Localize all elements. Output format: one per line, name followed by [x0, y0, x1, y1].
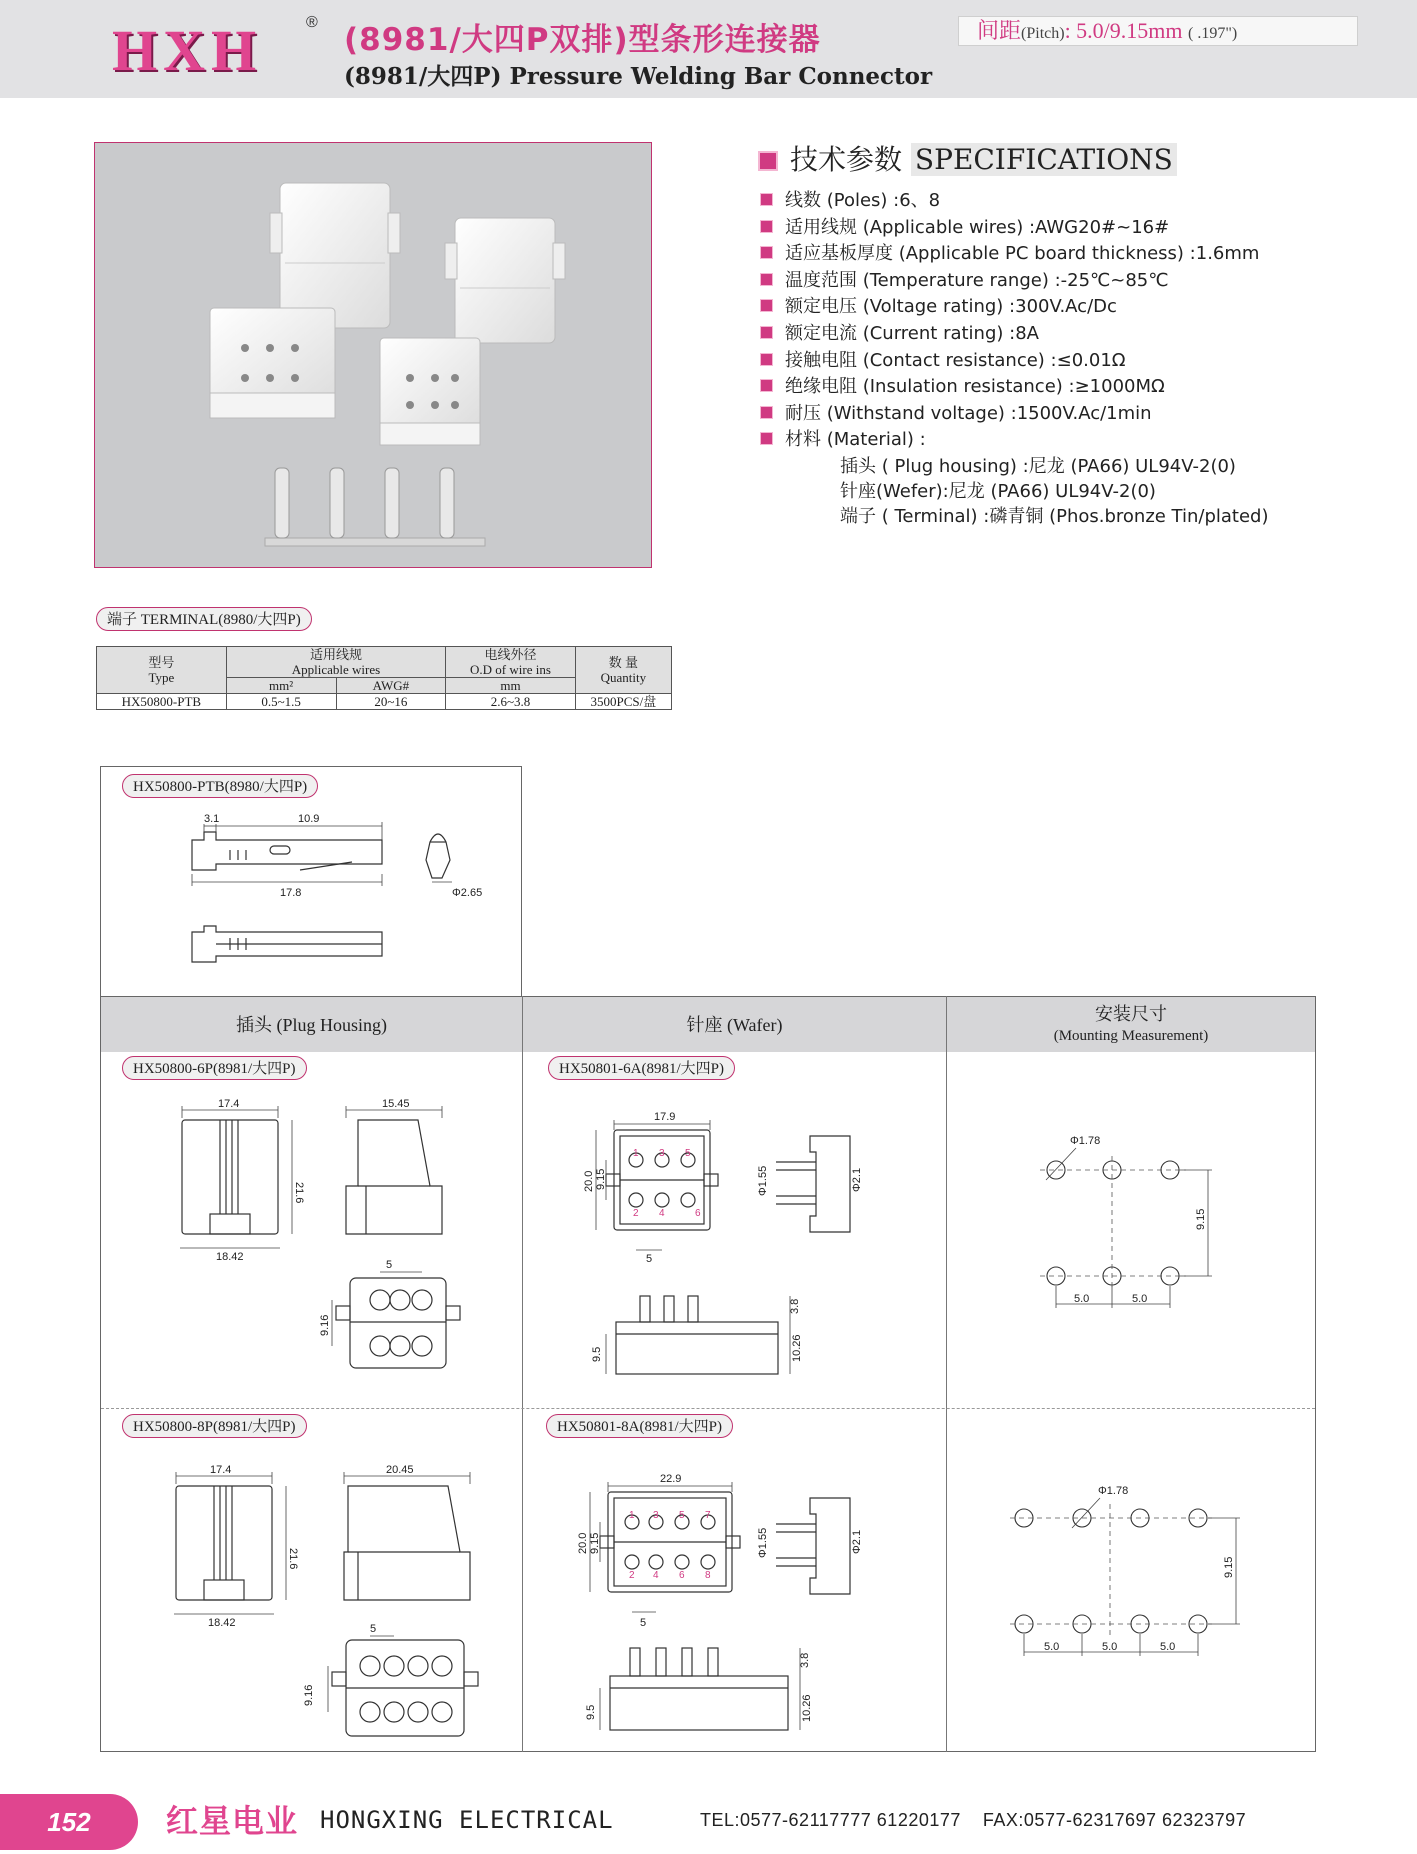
housing-photo-left	[270, 183, 400, 328]
dim-text: 5	[640, 1617, 647, 1629]
square-bullet-icon	[760, 220, 773, 233]
tag-8p: HX50800-8P(8981/大四P)	[122, 1414, 307, 1438]
pin-number: 5	[685, 1148, 691, 1159]
spec-item: 适应基板厚度 (Applicable PC board thickness) :1.6mm	[760, 239, 1259, 265]
material-item: 插头 ( Plug housing) :尼龙 (PA66) UL94V-2(0)	[840, 456, 1236, 477]
pin-number: 7	[705, 1510, 711, 1521]
footer-fax: FAX:0577-62317697 62323797	[982, 1810, 1247, 1830]
dim-text: 5	[646, 1253, 653, 1265]
pitch-label-en: (Pitch)	[1021, 25, 1065, 42]
th-qty: 数 量 Quantity	[575, 647, 671, 694]
square-bullet-icon	[760, 246, 773, 259]
spec-item: 耐压 (Withstand voltage) :1500V.Ac/1min	[760, 399, 1152, 425]
mounting-8-drawing	[1000, 1478, 1280, 1678]
spec-item: 接触电阻 (Contact resistance) :≤0.01Ω	[760, 346, 1126, 372]
dim-text: 17.4	[210, 1464, 232, 1476]
dim-text: 3.8	[789, 1298, 801, 1314]
row-divider	[101, 1408, 1315, 1409]
spec-heading	[758, 138, 1177, 178]
dim-text: 22.9	[660, 1473, 682, 1485]
dim-text: 5.0	[1102, 1641, 1118, 1653]
footer-brand-cn: 红星电业	[166, 1802, 299, 1840]
dim-text: 17.9	[654, 1111, 676, 1123]
pitch-value: : 5.0/9.15mm	[1064, 18, 1183, 43]
dim-text: 3.1	[204, 813, 220, 825]
dim-text: 3.8	[799, 1652, 811, 1668]
square-bullet-icon	[760, 379, 773, 392]
pin-number: 6	[679, 1570, 685, 1581]
terminals-photo	[265, 468, 485, 546]
page-title-en: (8981/大四P) Pressure Welding Bar Connector	[344, 63, 933, 90]
terminal-drawing	[180, 812, 520, 992]
footer-tel: TEL:0577-62117777 61220177	[700, 1810, 961, 1830]
material-item: 针座(Wefer):尼龙 (PA66) UL94V-2(0)	[840, 481, 1156, 502]
pin-number: 3	[659, 1148, 665, 1159]
grid-divider	[522, 996, 523, 1752]
spec-item: 绝缘电阻 (Insulation resistance) :≥1000MΩ	[760, 372, 1165, 398]
spec-item: 线数 (Poles) :6、8	[760, 186, 940, 212]
dim-text: 10.26	[801, 1694, 813, 1722]
tag-6p: HX50800-6P(8981/大四P)	[122, 1056, 307, 1080]
brand-logo: HXH	[112, 18, 263, 83]
spec-item: 材料 (Material) :	[760, 425, 926, 451]
pitch-box	[958, 16, 1358, 46]
dim-text: 17.4	[218, 1098, 240, 1110]
dim-text: Φ2.65	[452, 887, 483, 899]
spec-item: 适用线规 (Applicable wires) :AWG20#~16#	[760, 213, 1169, 239]
dim-text: Φ1.55	[757, 1527, 769, 1558]
footer-contact	[700, 1810, 1246, 1831]
th-mm2: mm²	[226, 678, 336, 694]
dim-text: Φ2.1	[851, 1529, 863, 1554]
dim-text: 18.42	[216, 1251, 244, 1263]
square-bullet-icon	[760, 432, 773, 445]
pin-number: 8	[705, 1570, 711, 1581]
dim-text: 5	[386, 1259, 393, 1271]
square-bullet-icon	[760, 193, 773, 206]
col-header-plug: 插头 (Plug Housing)	[235, 1015, 387, 1035]
th-od-mm: mm	[446, 678, 575, 694]
dim-text: 5.0	[1044, 1641, 1060, 1653]
dim-text: 20.0	[577, 1532, 589, 1554]
pin-number: 6	[695, 1208, 701, 1219]
square-bullet-icon	[760, 353, 773, 366]
dim-text: 21.6	[287, 1548, 299, 1570]
th-type: 型号 Type	[97, 647, 227, 694]
dim-text: Φ1.78	[1098, 1485, 1129, 1497]
dim-text: 17.8	[280, 887, 302, 899]
pin-number: 1	[629, 1510, 635, 1521]
page-title-cn: (8981/大四P双排)型条形连接器	[344, 22, 821, 58]
pin-number: 5	[679, 1510, 685, 1521]
terminal-tag: 端子 TERMINAL(8980/大四P)	[96, 607, 312, 631]
material-item: 端子 ( Terminal) :磷青铜 (Phos.bronze Tin/plated)	[840, 506, 1269, 527]
pin-number: 4	[659, 1208, 665, 1219]
spec-item: 温度范围 (Temperature range) :-25℃~85℃	[760, 266, 1168, 292]
page-number: 152	[0, 1794, 138, 1850]
spec-heading-en: SPECIFICATIONS	[911, 143, 1177, 176]
dim-text: 9.16	[303, 1684, 315, 1706]
product-photo	[94, 142, 652, 568]
housing-photo-right	[445, 218, 565, 343]
dim-text: 9.15	[595, 1168, 607, 1190]
tag-8a: HX50801-8A(8981/大四P)	[546, 1414, 733, 1438]
square-bullet-icon	[758, 151, 778, 171]
grid-divider	[946, 996, 947, 1752]
dim-text: 21.6	[293, 1182, 305, 1204]
registered-mark: ®	[306, 14, 318, 31]
dim-text: 9.5	[585, 1704, 597, 1720]
dim-text: 5.0	[1074, 1293, 1090, 1305]
square-bullet-icon	[760, 326, 773, 339]
plug-8p-drawing	[148, 1462, 508, 1748]
col-header-mount: 安装尺寸 (Mounting Measurement)	[1053, 1004, 1209, 1044]
tag-6a: HX50801-6A(8981/大四P)	[548, 1056, 735, 1080]
square-bullet-icon	[760, 406, 773, 419]
wafer-6a-drawing	[560, 1100, 940, 1400]
pin-number: 3	[653, 1510, 659, 1521]
wafer-photo-right	[380, 338, 480, 445]
pitch-inch: ( .197")	[1188, 25, 1238, 42]
square-bullet-icon	[760, 299, 773, 312]
pin-number: 2	[629, 1570, 635, 1581]
pin-number: 2	[633, 1208, 639, 1219]
dim-text: 5.0	[1132, 1293, 1148, 1305]
mounting-6-drawing	[1020, 1126, 1260, 1326]
wafer-8a-drawing	[560, 1466, 940, 1750]
dim-text: 9.15	[1223, 1556, 1235, 1578]
footer-brand-en: HONGXING ELECTRICAL	[320, 1806, 614, 1834]
dim-text: 15.45	[382, 1098, 410, 1110]
dim-text: 9.16	[319, 1314, 331, 1336]
th-wires: 适用线规 Applicable wires	[226, 647, 446, 678]
dim-text: Φ1.78	[1070, 1135, 1101, 1147]
dim-text: 5.0	[1160, 1641, 1176, 1653]
dim-text: 9.15	[589, 1532, 601, 1554]
dim-text: 9.15	[1195, 1208, 1207, 1230]
col-header-wafer: 针座 (Wafer)	[686, 1015, 783, 1035]
pin-number: 4	[653, 1570, 659, 1581]
spec-heading-cn: 技术参数	[790, 143, 903, 176]
ptb-tag: HX50800-PTB(8980/大四P)	[122, 774, 318, 798]
wafer-photo-left	[210, 308, 335, 418]
dim-text: 18.42	[208, 1617, 236, 1629]
spec-item: 额定电压 (Voltage rating) :300V.Ac/Dc	[760, 292, 1117, 318]
th-awg: AWG#	[336, 678, 446, 694]
dim-text: 9.5	[591, 1346, 603, 1362]
spec-item: 额定电流 (Current rating) :8A	[760, 319, 1039, 345]
dim-text: 20.45	[386, 1464, 414, 1476]
table-row: HX50800-PTB 0.5~1.5 20~16 2.6~3.8 3500PCS/盘	[97, 694, 672, 710]
dim-text: Φ1.55	[757, 1165, 769, 1196]
terminal-table	[96, 646, 672, 710]
plug-6p-drawing	[160, 1096, 500, 1406]
pitch-label: 间距	[977, 18, 1022, 43]
dim-text: 10.9	[298, 813, 320, 825]
pin-number: 1	[633, 1148, 639, 1159]
dim-text: 10.26	[791, 1334, 803, 1362]
dim-text: 20.0	[583, 1170, 595, 1192]
square-bullet-icon	[760, 273, 773, 286]
dim-text: Φ2.1	[851, 1167, 863, 1192]
dim-text: 5	[370, 1623, 377, 1635]
th-od: 电线外径 O.D of wire ins	[446, 647, 575, 678]
